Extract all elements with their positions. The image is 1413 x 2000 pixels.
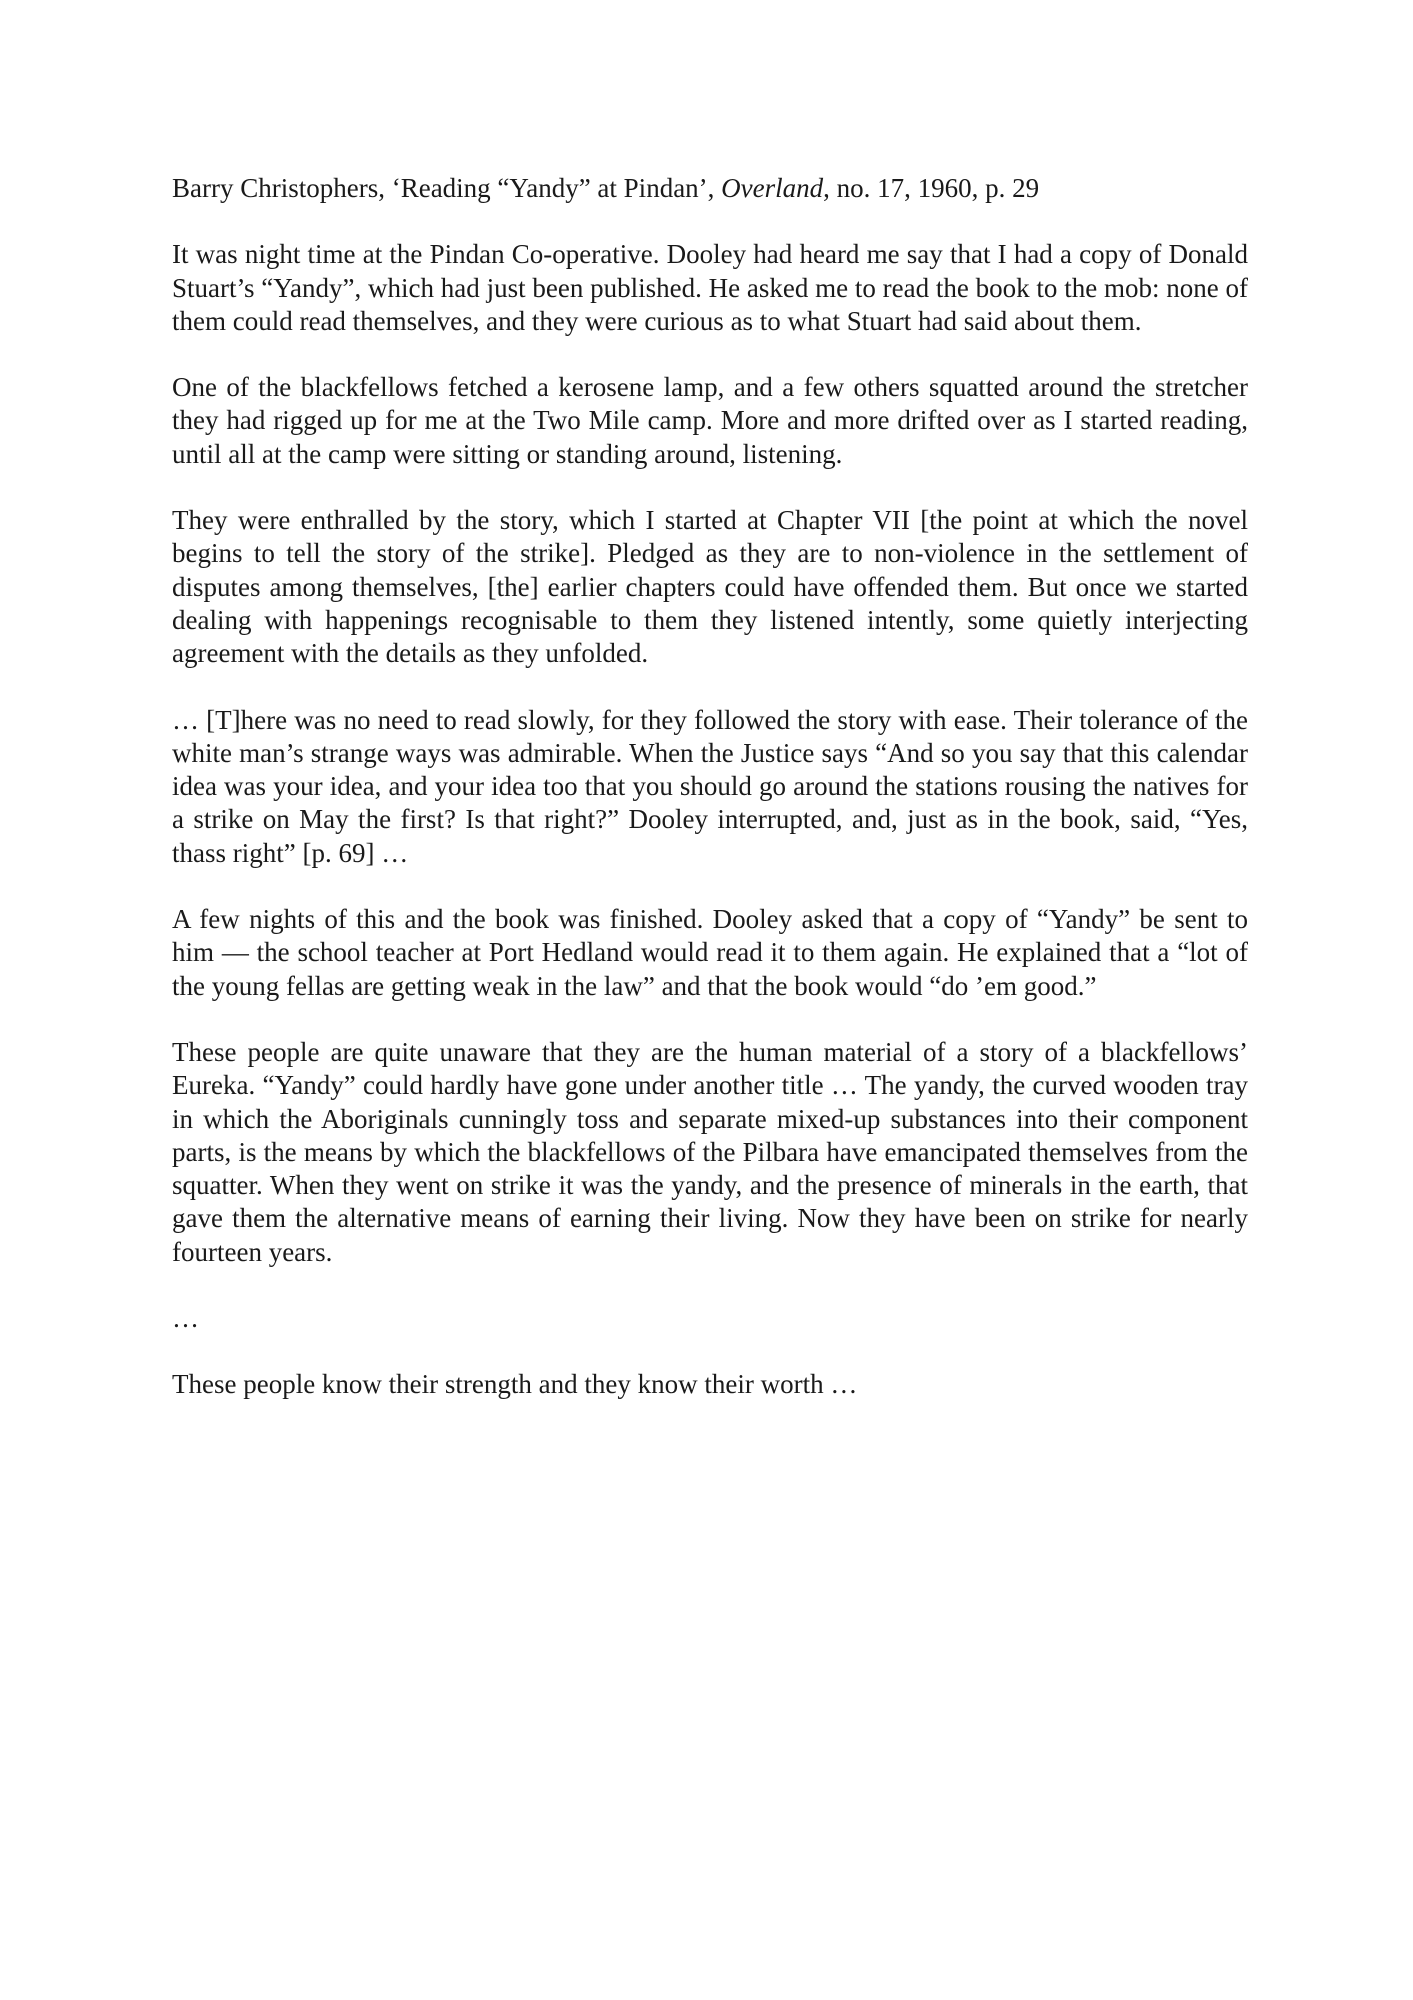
paragraph-4: … [T]here was no need to read slowly, for they followed the story with ease. Their tolerance of the white man’s strange ways was admirable. When the Justice says “And so you say that this calendar idea was your idea, and your idea too that you should go around the stations rousing the natives for a strike on May the first? Is that right?” Dooley interrupted, and, just as in the book, said, “Yes, thass right” [p. 69] … (172, 704, 1248, 868)
paragraph-2: One of the blackfellows fetched a kerosene lamp, and a few others squatted around the stretcher they had rigged up for me at the Two Mile camp. More and more drifted over as I started reading, until all at the camp were sitting or standing around, listening. (172, 372, 1248, 469)
citation-author-article: Barry Christophers, ‘Reading “Yandy” at Pindan’, (172, 173, 722, 203)
citation-details: , no. 17, 1960, p. 29 (823, 173, 1040, 203)
paragraph-1: It was night time at the Pindan Co-operative. Dooley had heard me say that I had a copy of Donald Stuart’s “Yandy”, which had just been published. He asked me to read the book to the mob: none of them could read themselves, and they were curious as to what Stuart had said about them. (172, 239, 1248, 336)
citation-journal: Overland (721, 173, 824, 203)
omission-ellipsis: … (172, 1303, 199, 1334)
document-body (172, 172, 1248, 1402)
paragraph-3: They were enthralled by the story, which I started at Chapter VII [the point at which the novel begins to tell the story of the strike]. Pledged as they are to non-violence in the settlement of disputes among themselves, [the] earlier chapters could have offended them. But once we started dealing with happenings recognisable to them they listened intently, some quietly interjecting agreement with the details as they unfolded. (172, 505, 1248, 669)
paragraph-5: A few nights of this and the book was finished. Dooley asked that a copy of “Yandy” be sent to him — the school teacher at Port Hedland would read it to them again. He explained that a “lot of the young fellas are getting weak in the law” and that the book would “do ’em good.” (172, 904, 1248, 1001)
paragraph-6: These people are quite unaware that they are the human material of a story of a blackfellows’ Eureka. “Yandy” could hardly have gone under another title … The yandy, the curved wooden tray in which the Aboriginals cunningly toss and separate mixed-up substances into their component parts, is the means by which the blackfellows of the Pilbara have emancipated themselves from the squatter. When they went on strike it was the yandy, and the presence of minerals in the earth, that gave them the alternative means of earning their living. Now they have been on strike for nearly fourteen years. (172, 1036, 1248, 1267)
closing-line: These people know their strength and they know their worth … (172, 1369, 858, 1400)
citation-line (172, 172, 1248, 205)
